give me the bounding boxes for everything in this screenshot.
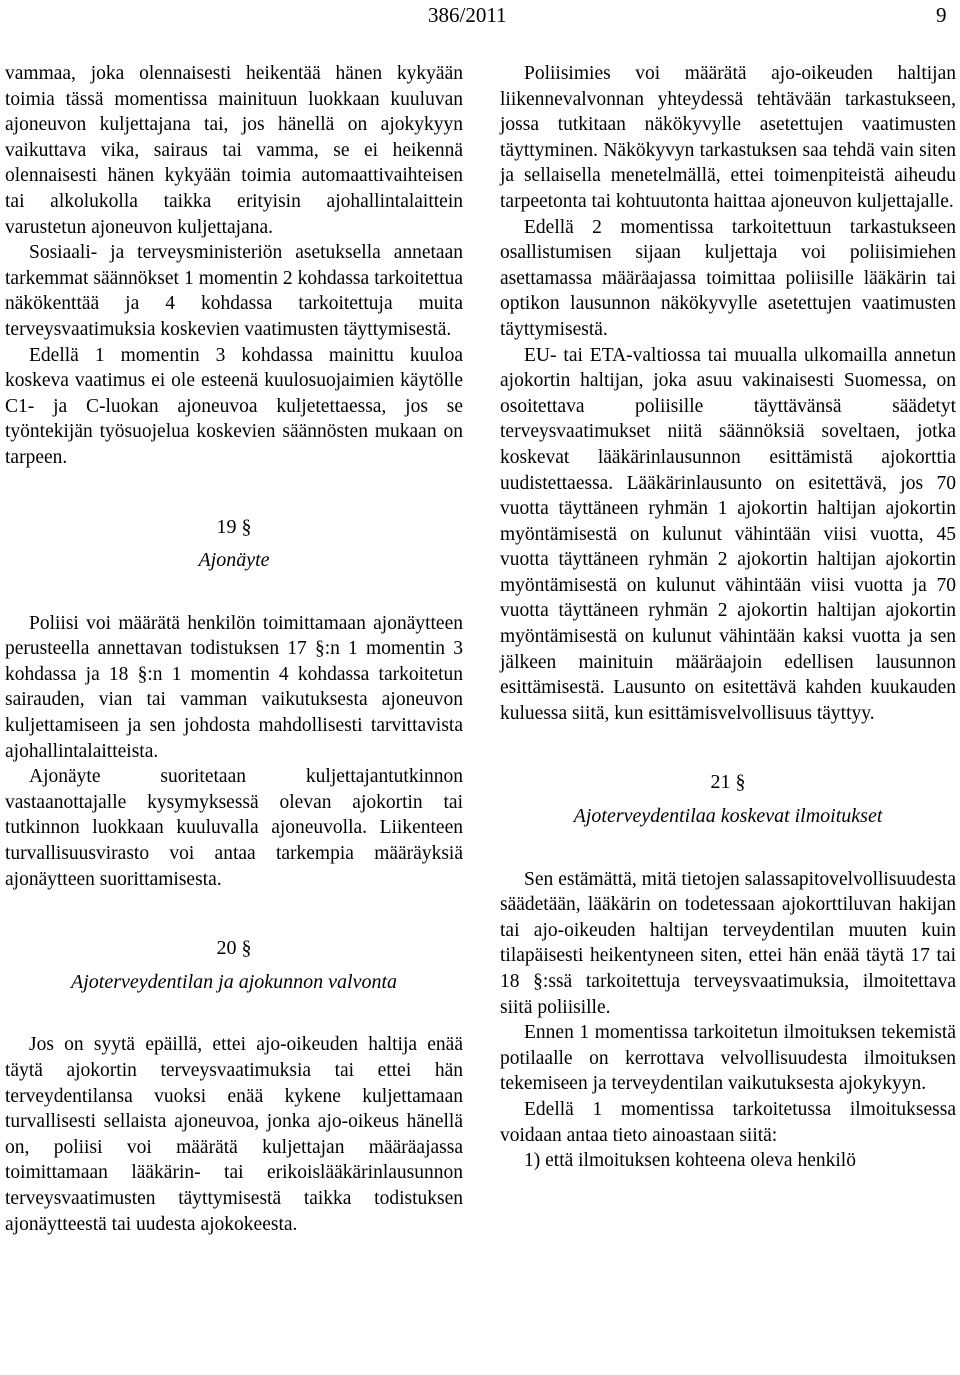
section-number: 21 §: [710, 771, 746, 794]
paragraph: Edellä 1 momentin 3 kohdassa mainittu kuuloa koskeva vaatimus ei ole esteenä kuulosuojaimien käytölle C1- ja C-luokan ajoneuvoa kuljetettaessa, jos se työntekijän työsuojelua koskevien säännösten mukaan on tarpeen.: [5, 344, 463, 468]
section-title: Ajoterveydentilan ja ajokunnon valvonta: [70, 970, 398, 993]
document-number: 386/2011: [428, 3, 507, 27]
list-item: 1) että ilmoituksen kohteena oleva henkilö: [524, 1150, 856, 1172]
paragraph: EU- tai ETA-valtiossa tai muualla ulkomailla annetun ajokortin haltijan, joka asuu vakinaisesti Suomessa, on osoitettava poliisille täyttävänsä säädetyt terveysvaatimukset niitä säännöksiä soveltaen, jotka koskevat lääkärinlausunnon esittämistä ajokorttia uudistettaessa. Lääkärinlausunto on esitettävä, jos 70 vuotta täyttäneen ryhmän 1 ajokortin haltijan ajokortin myöntämisestä on kulunut vähintään viisi vuotta, 45 vuotta täyttäneen ryhmän 2 ajokortin haltijan ajokortin myöntämisestä on kulunut vähintään viisi vuotta ja 70 vuotta täyttäneen ryhmän 2 ajokortin haltijan ajokortin myöntämisestä on kulunut vähintään kaksi vuotta ja sen jälkeen mainituin määräajoin edellisen lausunnon esittämisestä. Lausunto on esitettävä kahden kuukauden kuluessa siitä, kun esittämisvelvollisuus täyttyy.: [500, 344, 956, 724]
paragraph: Poliisimies voi määrätä ajo-oikeuden haltijan liikennevalvonnan yhteydessä tehtävään tarkastukseen, jossa tutkitaan näkökyvylle asetettujen vaatimusten täyttyminen. Näkökyvyn tarkastuksen saa tehdä vain siten ja sellaisella menetelmällä, ettei toimenpiteistä aiheudu tarpeetonta tai kohtuutonta haittaa ajoneuvon kuljettajalle.: [500, 63, 956, 212]
paragraph: Sosiaali- ja terveysministeriön asetuksella annetaan tarkemmat säännökset 1 momentin 2 kohdassa tarkoitettua näkökenttää ja 4 kohdassa tarkoitettuja muita terveysvaatimuksia koskevien vaatimusten täyttymisestä.: [5, 242, 463, 340]
section-number: 20 §: [216, 937, 252, 960]
paragraph: Ajonäyte suoritetaan kuljettajantutkinnon vastaanottajalle kysymyksessä olevan ajokortin tai tutkinnon luokkaan kuuluvalla ajoneuvolla. Liikenteen turvallisuusvirasto voi antaa tarkempia määräyksiä ajonäytteen suorittamisesta.: [5, 766, 463, 890]
section-title: Ajoterveydentilaa koskevat ilmoitukset: [573, 805, 883, 828]
left-column: [5, 61, 463, 1237]
right-column: [500, 61, 956, 1174]
paragraph: Sen estämättä, mitä tietojen salassapitovelvollisuudesta säädetään, lääkärin on todetessaan ajokorttiluvan hakijan tai ajo-oikeuden haltijan terveydentilan muuten kuin tilapäisesti heikentyneen siten, ettei hän enää täytä 17 tai 18 §:ssä tarkoitettuja terveysvaatimuksia, ilmoitettava siitä poliisille.: [500, 868, 956, 1018]
section-number: 19 §: [216, 515, 252, 538]
paragraph: Poliisi voi määrätä henkilön toimittamaan ajonäytteen perusteella annettavan todistuksen 17 §:n 1 momentin 3 kohdassa ja 18 §:n 1 momentin 4 kohdassa tarkoitetun sairauden, vian tai vamman vaikutuksesta ajoneuvon kuljettamiseen ja sen johdosta mahdollisesti tarvittavista ajohallintalaitteista.: [5, 612, 463, 762]
paragraph: Ennen 1 momentissa tarkoitetun ilmoituksen tekemistä potilaalle on kerrottava velvollisuudesta ilmoituksen tekemiseen ja terveydentilan vaikutuksesta ajokykyyn.: [500, 1022, 956, 1095]
section-title: Ajonäyte: [198, 549, 270, 572]
paragraph: Edellä 2 momentissa tarkoitettuun tarkastukseen osallistumisen sijaan kuljettaja voi poliisimiehen asettamassa määräajassa toimittaa poliisille lääkärin tai optikon lausunnon näkökyvylle asetettujen vaatimusten täyttymisestä.: [500, 216, 956, 340]
paragraph: vammaa, joka olennaisesti heikentää hänen kykyään toimia tässä momentissa mainituun luokkaan kuuluvan ajoneuvon kuljettajana tai, jos hänellä on ajokykyyn vaikuttava vika, sairaus tai vamma, se ei heikennä olennaisesti hänen kykyään toimia automaattivaihteisen tai alkolukolla taikka erityisin ajohallintalaittein varustetun ajoneuvon kuljettajana.: [5, 63, 463, 238]
paragraph: Jos on syytä epäillä, ettei ajo-oikeuden haltija enää täytä ajokortin terveysvaatimuksia tai ettei hän terveydentilansa vuoksi enää kykene kuljettamaan turvallisesti sellaista ajoneuvoa, jonka ajo-oikeus hänellä on, poliisi voi määrätä kuljettajan määräajassa toimittamaan lääkärin- tai erikoislääkärinlausunnon terveysvaatimusten täyttymisestä taikka todistuksen ajonäytteestä tai uudesta ajokokeesta.: [5, 1034, 463, 1235]
page-number: 9: [936, 3, 947, 27]
page-header: [0, 0, 960, 40]
paragraph: Edellä 1 momentissa tarkoitetussa ilmoituksessa voidaan antaa tieto ainoastaan siitä:: [500, 1098, 956, 1146]
